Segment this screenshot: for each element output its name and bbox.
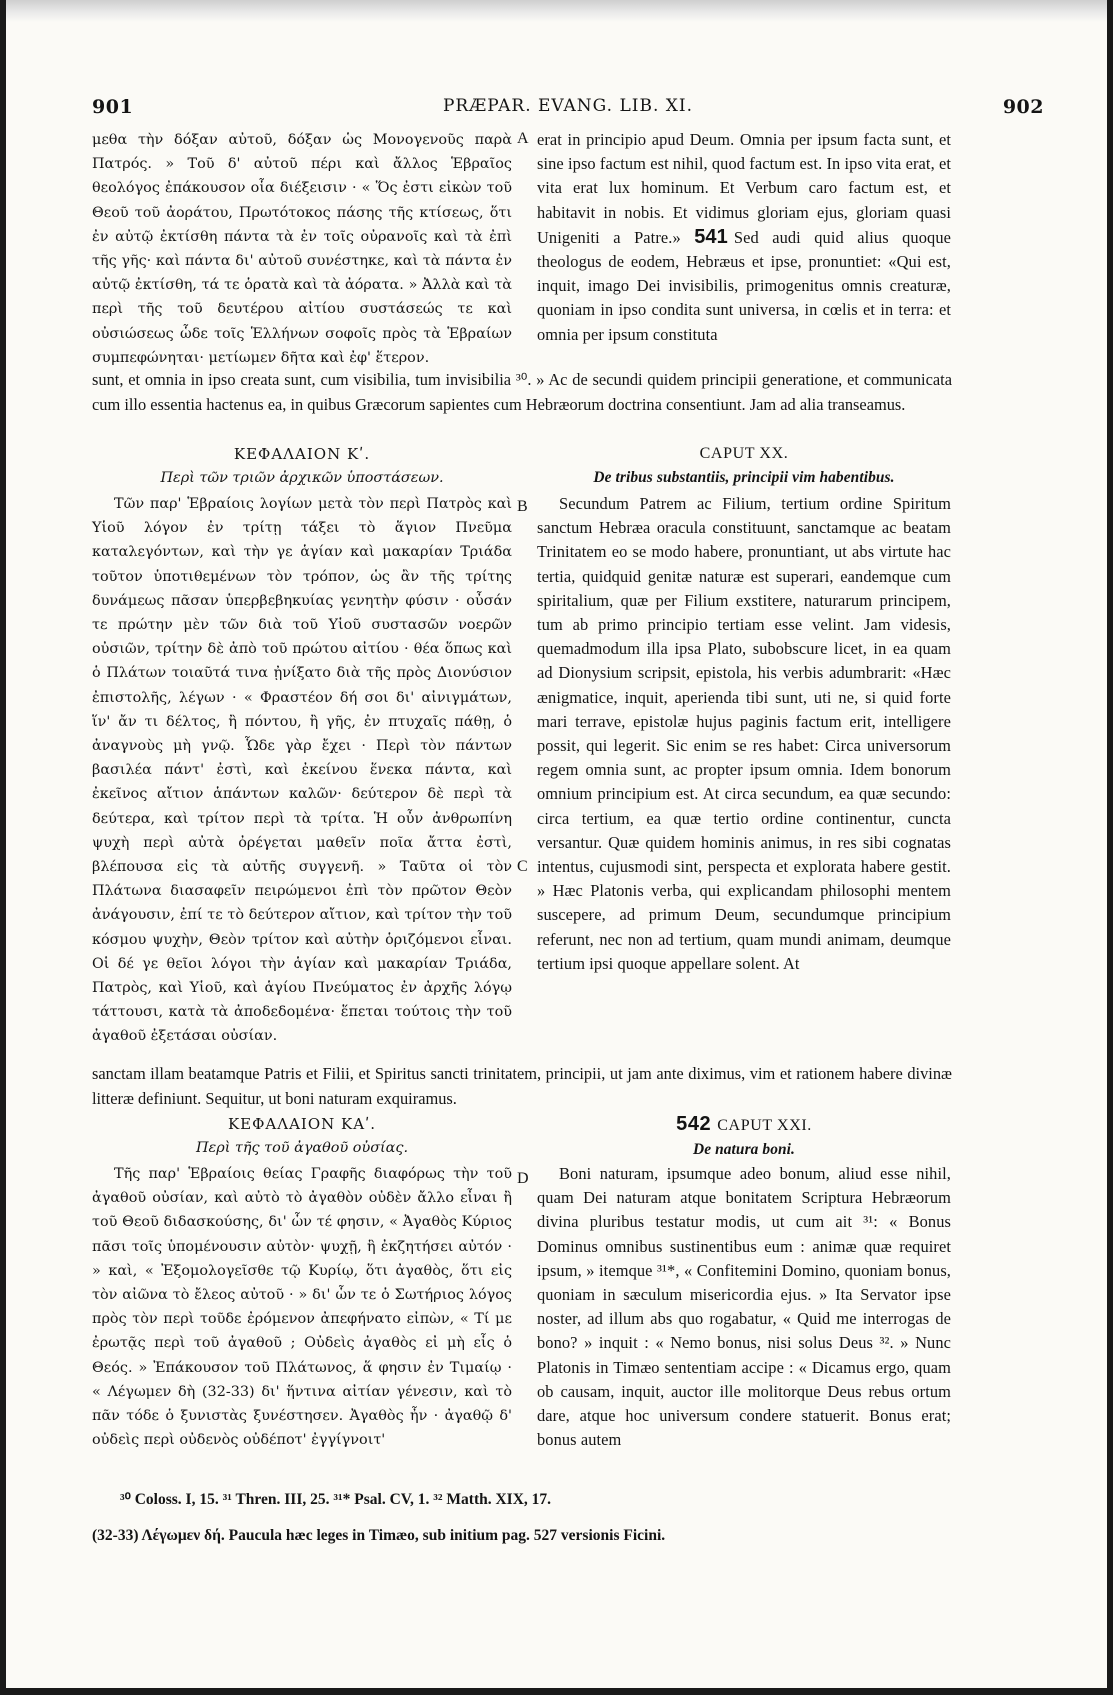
latin-text: erat in principio apud Deum. Omnia per ipsum facta sunt, et sine ipso factum est nihil, quod factum est. In ipso vita erat, et vita erat lux hominum. Et Verbum caro factum est, et habitavit in nobis. Et vidimus gloriam ejus, gloriam quasi Unigeniti a Patre.» <box>537 130 951 247</box>
margin-letter-d: D <box>517 1170 529 1187</box>
chapter-subtitle-greek: Περὶ τῆς τοῦ ἀγαθοῦ οὐσίας. <box>195 1140 409 1157</box>
right-page-number: 902 <box>1002 96 1044 118</box>
latin-paragraph: sanctam illam beatamque Patris et Filii, et Spiritus sancti trinitatem, principii, ut jam ante diximus, vim et rationem habere divinæ litteræ definiunt. Sequitur, ut boni naturam exquiramus. <box>92 1064 952 1108</box>
chapter-heading-greek: ΚΕΦΑΛΑΙΟΝ ΚΑʹ. <box>227 1115 377 1133</box>
chapter-subtitle-latin: De natura boni. <box>693 1141 795 1159</box>
greek-column-20 <box>92 492 512 1060</box>
latin-column-21 <box>537 1162 951 1474</box>
scan-left-edge <box>0 0 6 1695</box>
greek-heading-block-20 <box>92 442 512 490</box>
chapter-heading-text: CAPUT XXI. <box>717 1117 812 1134</box>
footnote-references: ³⁰ Coloss. I, 15. ³¹ Thren. III, 25. ³¹* Psal. CV, 1. ³² Matth. XIX, 17. <box>120 1491 552 1508</box>
chapter-heading-greek: ΚΕΦΑΛΑΙΟΝ Κʹ. <box>233 445 371 463</box>
footnote-note: (32-33) Λέγωμεν δή. Paucula hæc leges in Timæo, sub initium pag. 527 versionis Ficini. <box>92 1527 666 1544</box>
latin-paragraph: Secundum Patrem ac Filium, tertium ordine Spiritum sanctum Hebræa oracula constituunt, sanctamque ac beatam Trinitatem eo se modo habere, pronuntiant, ut abs virtute hac tertia, quidquid genitæ naturæ est superari, eandemque cum spiritalium, quæ per Filium exstitere, naturarum principem, tum ab primo principio tertiam esse velint. Jam videsis, quemadmodum illa ipsa Plato, subobscure licet, in ea quam ad Dionysium scripsit, epistola, his verbis adumbrarit: «Hæc ænigmatice, inquit, aperienda tibi sunt, uti ne, si quid forte mari terrave, epistolæ hujus paginis factum erit, intelligere possit, qui legerit. Sic enim se res habet: Circa universorum regem omnia sunt, ac propter ipsum omnia. Idem bonorum omnium principium est. At circa secundum, ea quæ secundo: circa tertium, ea quæ tertio ordine continentur, cuncta versantur. Quæ quidem hominis animus, in res sibi cognatas intentus, cujusmodi sint, perspecta et explorata habere gestit. » Hæc Platonis verba, qui explicandam philosophi mentem suscepere, ad primum Deum, secundumque principium referunt, nec non ad tertium, quam mundi animam, deumque tertium ipsi quoque appellare solent. At <box>537 494 951 973</box>
latin-paragraph: sunt, et omnia in ipso creata sunt, cum visibilia, tum invisibilia ³⁰. » Ac de secundi quidem principii generatione, et communicata cum illo essentia hactenus ea, in quibus Græcorum sapientes cum Hebræorum doctrina consentiunt. Jam ad alia transeamus. <box>92 370 952 414</box>
latin-text: Sed audi quid alius quoque theologus de eodem, Hebræus et ipse, pronuntiet: «Qui est, inquit, imago Dei invisibilis, primogenitus omnis creaturæ, quoniam in ipso condita sunt universa, in cœlis et in terra: et omnia per ipsum constituta <box>537 227 951 344</box>
greek-paragraph: μεθα τὴν δόξαν αὐτοῦ, δόξαν ὡς Μονογενοῦς παρὰ Πατρός. » Τοῦ δ' αὐτοῦ πέρι καὶ ἄλλος Ἑβραῖος θεολόγος ἐπάκουσον οἷα διέξεισιν · « Ὅς ἐστι εἰκὼν τοῦ Θεοῦ τοῦ ἀοράτου, Πρωτότοκος πάσης τῆς κτίσεως, ὅτι ἐν αὐτῷ ἐκτίσθη πάντα τὰ ἐν τοῖς οὐρανοῖς καὶ τὰ ἐπὶ τῆς γῆς· καὶ πάντα δι' αὐτοῦ συνέστηκε, καὶ τὰ πάντα ἐν αὐτῷ ἐκτίσθη, τά τε ὁρατὰ καὶ τὰ ἀόρατα. » Ἀλλὰ καὶ τὰ περὶ τῆς τοῦ δευτέρου αἰτίου συστάσεώς τε καὶ οὐσιώσεως ὧδε τοῖς Ἑλλήνων σοφοῖς πρὸς τὰ Ἑβραίων συμπεφώνηται· μετίωμεν δῆτα καὶ ἐφ' ἕτερον. <box>92 132 512 366</box>
latin-column-top <box>537 128 951 368</box>
greek-paragraph: Τῶν παρ' Ἑβραίοις λογίων μετὰ τὸν περὶ Πατρὸς καὶ Υἱοῦ λόγον ἐν τρίτῃ τάξει τὸ ἅγιον Πνεῦμα καταλεγόντων, καὶ τὴν γε ἁγίαν καὶ μακαρίαν Τριάδα τοῦτον ὑποτιθεμένων τὸν τρόπον, ὡς ἂν τῆς τρίτης δυνάμεως πᾶσαν ὑπερβεβηκυίας γενητὴν φύσιν · οὖσάν τε πρώτην μὲν τῶν διὰ τοῦ Υἱοῦ συστασῶν νοερῶν οὐσιῶν, τρίτην δὲ ἀπὸ τοῦ πρώτου αἰτίου · θέα ὅπως καὶ ὁ Πλάτων τοιαῦτά τινα ᾐνίξατο διὰ τῆς πρὸς Διονύσιον ἐπιστολῆς, λέγων · « Φραστέον δή σοι δι' αἰνιγμάτων, ἵν' ἄν τι δέλτος, ἢ πόντου, ἢ γῆς, ἐν πτυχαῖς πάθῃ, ὁ ἀναγνοὺς μὴ γνῷ. Ὧδε γὰρ ἔχει · Περὶ τὸν πάντων βασιλέα πάντ' ἐστὶ, καὶ ἐκείνου ἕνεκα πάντα, καὶ ἐκεῖνος αἴτιον ἁπάντων καλῶν· δεύτερον δὲ περὶ τὰ δεύτερα, καὶ τρίτον περὶ τὰ τρίτα. Ἡ οὖν ἀνθρωπίνη ψυχὴ περὶ αὐτὰ ὀρέγεται μαθεῖν ποῖα ἄττα ἐστὶ, βλέπουσα εἰς τὰ αὐτῆς συγγενῆ. » Ταῦτα οἱ τὸν Πλάτωνα διασαφεῖν πειρώμενοι ἐπὶ τὸν πρῶτον Θεὸν ἀνάγουσιν, ἐπί τε τὸ δεύτερον αἴτιον, καὶ τρίτον τὴν τοῦ κόσμου ψυχὴν, Θεὸν τρίτον καὶ αὐτὴν ὁριζόμενοι εἶναι. Οἱ δέ γε θεῖοι λόγοι τὴν ἁγίαν καὶ μακαρίαν Τριάδα, Πατρὸς, καὶ Υἱοῦ, καὶ ἁγίου Πνεύματος ἐν ἀρχῆς λόγῳ τάττουσι, κατὰ τὰ ἀποδεδομένα· ἕπεται τούτοις τὴν τοῦ ἀγαθοῦ ἐξετάσαι οὐσίαν. <box>92 496 512 1045</box>
section-number: 542 <box>676 1113 712 1135</box>
chapter-subtitle-greek: Περὶ τῶν τριῶν ἀρχικῶν ὑποστάσεων. <box>160 470 444 487</box>
scan-bottom-edge <box>0 1688 1113 1695</box>
full-width-text-2 <box>92 1062 952 1111</box>
margin-letter-c: C <box>517 858 528 875</box>
left-page-number: 901 <box>92 96 134 118</box>
scan-top-band <box>0 0 1113 22</box>
latin-paragraph: Boni naturam, ipsumque adeo bonum, aliud esse nihil, quam Dei naturam atque bonitatem Scriptura Hebræorum divina pluribus testatur modis, ut cum ait ³¹: « Bonus Dominus omnibus sustinentibus eum : animæ quæ requiret ipsum, » itemque ³¹*, « Confitemini Domino, quoniam bonus, quoniam in sæculum misericordia ejus. » Ita Servator ipse noster, ad illum abs quo rogabatur, « Quid me interrogas de bono? » inquit : « Nemo bonus, nisi solus Deus ³². » Nunc Platonis in Timæo sententiam accipe : « Dicamus ergo, quam ob causam, inquit, auctor ille molitorque Deus rebus ortum dare, atque hoc universum condere statuerit. Bonus erat; bonus autem <box>537 1164 951 1450</box>
latin-paragraph <box>537 128 951 347</box>
greek-column-top <box>92 128 512 368</box>
full-width-text-1 <box>92 368 952 417</box>
chapter-heading-latin <box>537 1112 951 1138</box>
chapter-heading-latin: CAPUT XX. <box>699 445 789 462</box>
section-number: 541 <box>694 225 728 248</box>
running-header <box>92 96 1044 120</box>
running-title: PRÆPAR. EVANG. LIB. XI. <box>442 96 693 116</box>
latin-column-20 <box>537 492 951 1060</box>
latin-heading-block-20 <box>537 442 951 490</box>
greek-heading-block-21 <box>92 1112 512 1160</box>
greek-paragraph: Τῆς παρ' Ἑβραίοις θείας Γραφῆς διαφόρως τὴν τοῦ ἀγαθοῦ οὐσίαν, καὶ αὐτὸ τὸ ἀγαθὸν οὐδὲν ἄλλο εἶναι ἢ τοῦ Θεοῦ διδασκούσης, δι' ὧν τέ φησιν, « Ἀγαθὸς Κύριος πᾶσι τοῖς ὑπομένουσιν αὐτὸν· ψυχῇ, ἣ ἐκζητήσει αὐτόν · » καὶ, « Ἐξομολογεῖσθε τῷ Κυρίῳ, ὅτι ἀγαθὸς, ὅτι εἰς τὸν αἰῶνα τὸ ἔλεος αὐτοῦ · » δι' ὧν τε ὁ Σωτήριος λόγος πρὸς τὸν περὶ τοῦδε ἐρόμενον ἀπεφήνατο εἰπὼν, « Τί με ἐρωτᾷς περὶ τοῦ ἀγαθοῦ ; Οὐδεὶς ἀγαθὸς εἰ μὴ εἷς ὁ Θεός. » Ἐπάκουσον τοῦ Πλάτωνος, ἅ φησιν ἐν Τιμαίῳ · « Λέγωμεν δὴ (32-33) δι' ἥντινα αἰτίαν γένεσιν, καὶ τὸ πᾶν τόδε ὁ ξυνιστὰς ξυνέστησεν. Ἀγαθὸς ἦν · ἀγαθῷ δ' οὐδεὶς περὶ οὐδενὸς οὐδέποτ' ἐγγίγνοιτ' <box>92 1166 512 1449</box>
scan-right-edge <box>1107 0 1113 1695</box>
margin-letter-b: B <box>517 498 528 515</box>
chapter-subtitle-latin: De tribus substantiis, principii vim habentibus. <box>593 469 895 487</box>
margin-letter-a: A <box>517 130 529 147</box>
latin-heading-block-21 <box>537 1112 951 1162</box>
greek-column-21 <box>92 1162 512 1474</box>
